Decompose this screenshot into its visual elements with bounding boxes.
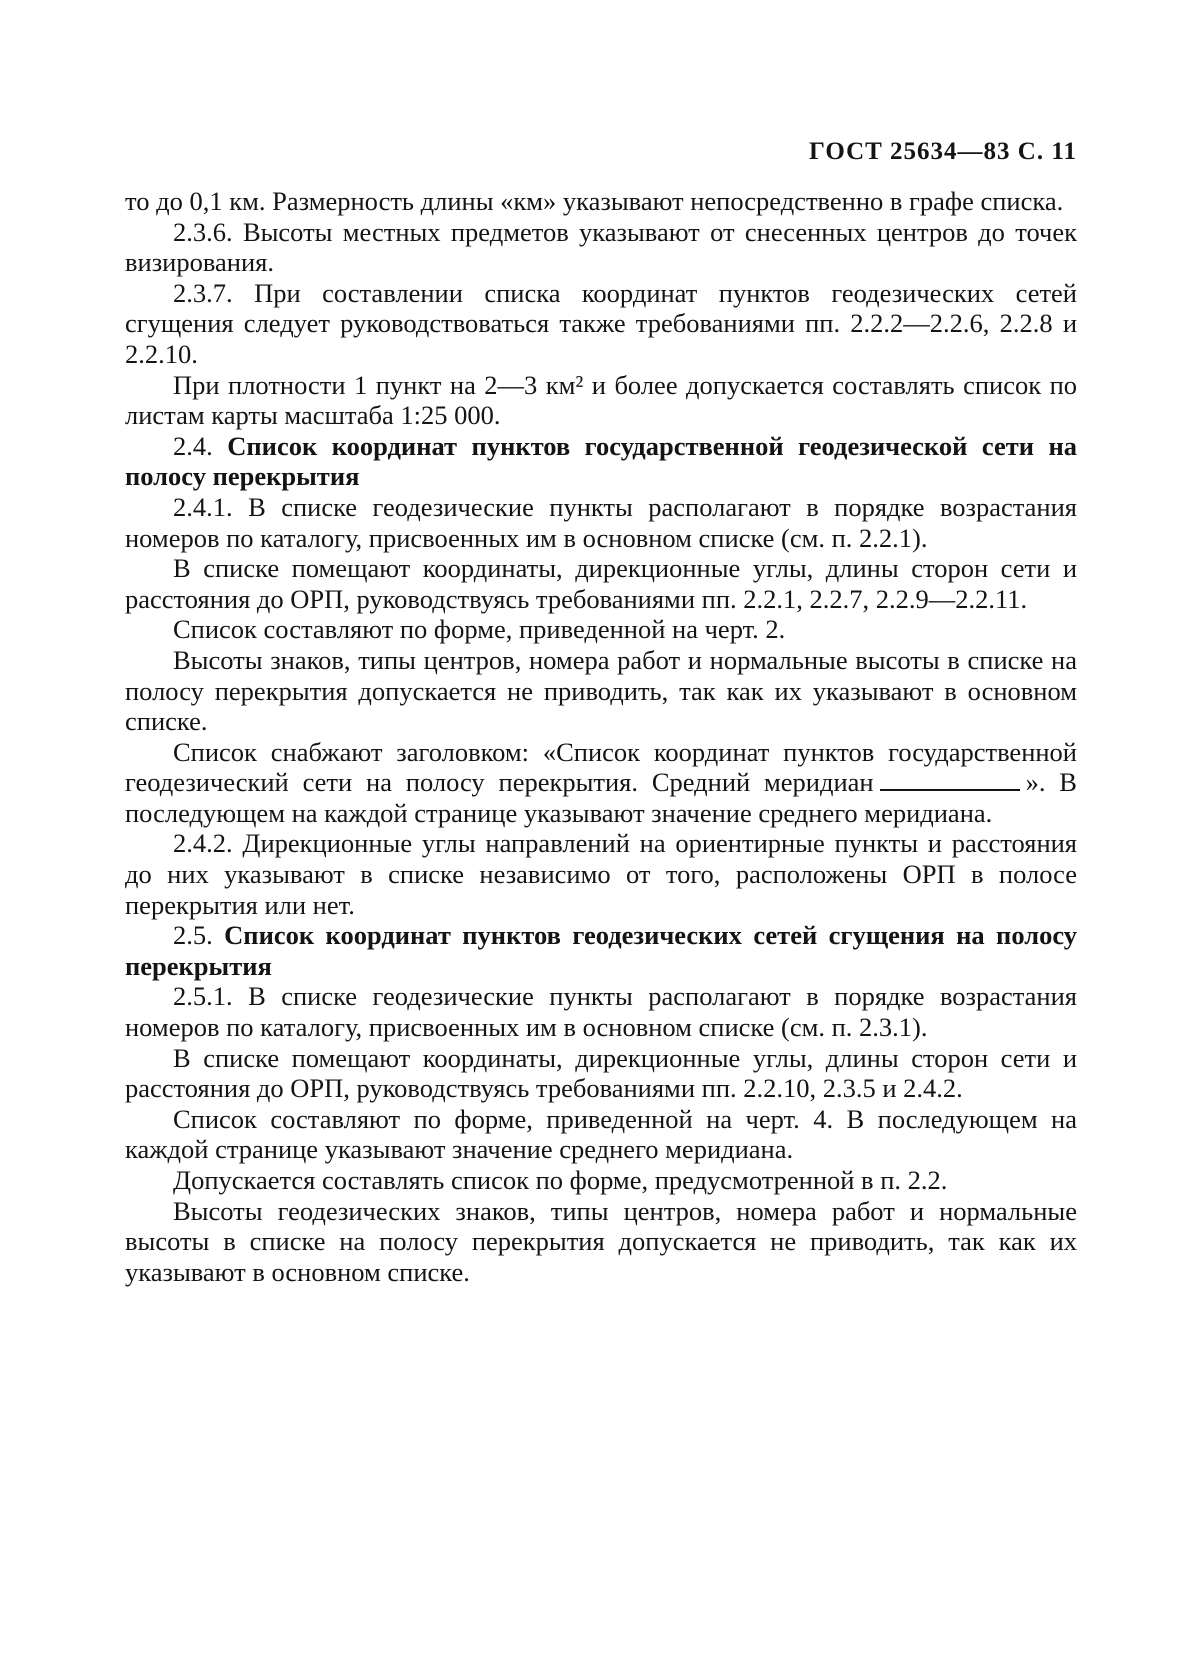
section-title: Список координат пунктов государственной геодезической сети на полосу перекрытия: [125, 430, 1078, 492]
paragraph: Высоты геодезических знаков, типы центров, номера работ и нормальные высоты в списке на полосу перекрытия допускается не приводить, так как их указывают в основном списке.: [125, 1195, 1077, 1287]
paragraph: При плотности 1 пункт на 2—3 км² и более допускается составлять список по листам карты масштаба 1:25 000.: [125, 369, 1077, 431]
section-number: 2.5.: [173, 920, 213, 951]
paragraph: В списке помещают координаты, дирекционные углы, длины сторон сети и расстояния до ОРП, руководствуясь требованиями пп. 2.2.10, 2.3.5 и 2.4.2.: [125, 1042, 1077, 1104]
paragraph-2-4-2: 2.4.2. Дирекционные углы направлений на ориентирные пункты и расстояния до них указывают в списке независимо от того, расположены ОРП в полосе перекрытия или нет.: [125, 828, 1077, 920]
paragraph-part: Список снабжают заголовком: «Список координат пунктов государственной геодезический сети на полосу перекрытия. Средний меридиан: [125, 736, 1077, 798]
document-page: [125, 138, 1077, 1287]
running-header: ГОСТ 25634—83 С. 11: [809, 138, 1077, 165]
paragraph-2-3-7: 2.3.7. При составлении списка координат пунктов геодезических сетей сгущения следует руководствоваться также требованиями пп. 2.2.2—2.2.6, 2.2.8 и 2.2.10.: [125, 277, 1077, 369]
blank-line: [880, 789, 1020, 791]
document-body: [125, 186, 1077, 1287]
paragraph: Список составляют по форме, приведенной на черт. 2.: [173, 614, 786, 645]
paragraph-2-5-1: 2.5.1. В списке геодезические пункты располагают в порядке возрастания номеров по каталогу, присвоенных им в основном списке (см. п. 2.3.1).: [125, 981, 1077, 1043]
section-number: 2.4.: [173, 430, 213, 461]
paragraph: Список составляют по форме, приведенной на черт. 4. В последующем на каждой странице указывают значение среднего меридиана.: [125, 1103, 1077, 1165]
section-title: Список координат пунктов геодезических сетей сгущения на полосу перекрытия: [125, 920, 1077, 981]
section-heading-2-4: [125, 431, 1077, 492]
paragraph: Допускается составлять список по форме, предусмотренной в п. 2.2.: [173, 1165, 948, 1195]
section-heading-2-5: [125, 920, 1077, 981]
paragraph-heading-note: [125, 737, 1077, 829]
paragraph-2-4-1: 2.4.1. В списке геодезические пункты располагают в порядке возрастания номеров по каталогу, присвоенных им в основном списке (см. п. 2.2.1).: [125, 491, 1077, 553]
paragraph: то до 0,1 км. Размерность длины «км» указывают непосредственно в графе списка.: [125, 186, 1064, 216]
paragraph: В списке помещают координаты, дирекционные углы, длины сторон сети и расстояния до ОРП, руководствуясь требованиями пп. 2.2.1, 2.2.7, 2.2.9—2.2.11.: [125, 553, 1077, 614]
paragraph-part: ». В последующем на каждой странице указывают значение среднего меридиана.: [125, 767, 1077, 828]
paragraph-2-3-6: 2.3.6. Высоты местных предметов указывают от снесенных центров до точек визирования.: [125, 216, 1077, 278]
paragraph: Высоты знаков, типы центров, номера работ и нормальные высоты в списке на полосу перекрытия допускается не приводить, так как их указывают в основном списке.: [125, 644, 1077, 737]
